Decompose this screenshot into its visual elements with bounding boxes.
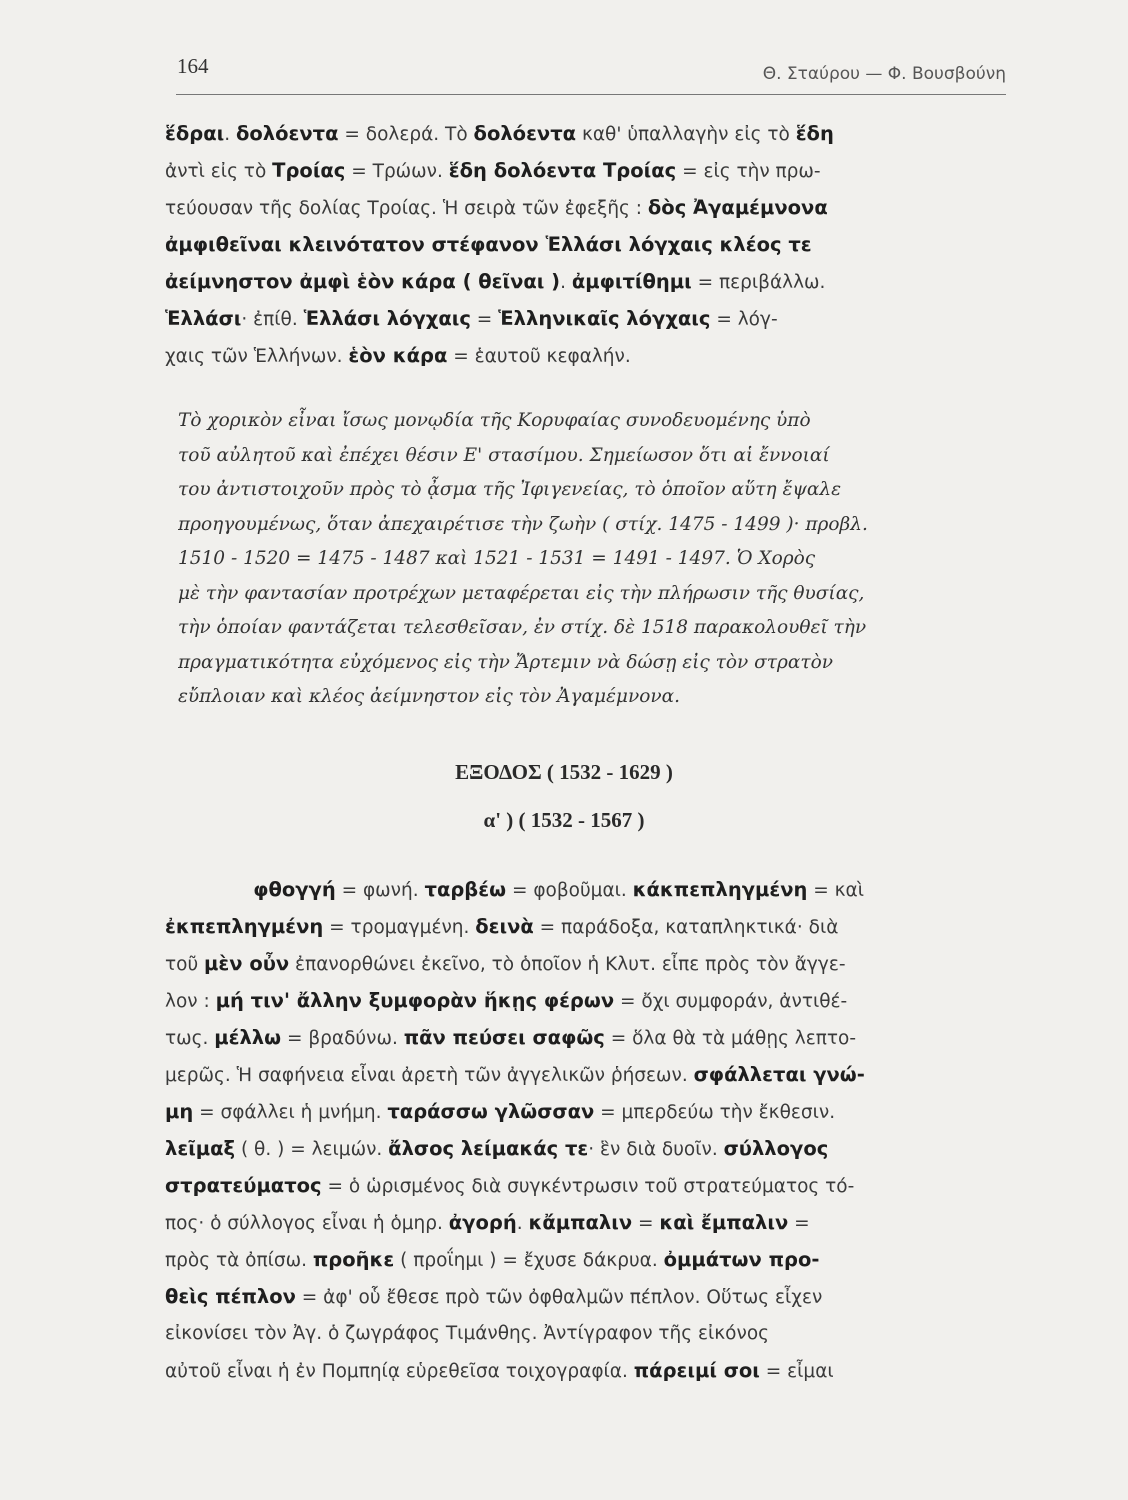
section-title: ΕΞΟΔΟΣ ( 1532 - 1629 ) (455, 760, 673, 784)
section-subtitle: α' ) ( 1532 - 1567 ) (483, 808, 645, 832)
commentary-line: μὲ τὴν φαντασίαν προτρέχων μεταφέρεται εἰς τὴν πλήρωσιν τῆς θυσίας, (178, 582, 865, 604)
notes-bottom-line: λον : μή τιν' ἄλλην ξυμφορὰν ἥκῃς φέρων = ὄχι συμφοράν, ἀντιθέ- (165, 989, 848, 1012)
running-title: Θ. Σταύρου — Φ. Βουσβούνη (762, 64, 1006, 84)
notes-bottom-line: τοῦ μὲν οὖν ἐπανορθώνει ἐκεῖνο, τὸ ὁποῖον ἡ Κλυτ. εἶπε πρὸς τὸν ἄγγε- (165, 952, 846, 975)
commentary-line: τὴν ὁποίαν φαντάζεται τελεσθεῖσαν, ἐν στίχ. δὲ 1518 παρακολουθεῖ τὴν (178, 617, 867, 638)
notes-top-line: Ἑλλάσι· ἐπίθ. Ἑλλάσι λόγχαις = Ἑλληνικαῖς λόγχαις = λόγ- (165, 307, 778, 330)
notes-top-line: ἀμφιθεῖναι κλεινότατον στέφανον Ἑλλάσι λόγχαις κλέος τε (165, 233, 812, 256)
notes-bottom-line: μερῶς. Ἡ σαφήνεια εἶναι ἀρετὴ τῶν ἀγγελικῶν ῥήσεων. σφάλλεται γνώ- (165, 1063, 865, 1086)
notes-top-line: τεύουσαν τῆς δολίας Τροίας. Ἡ σειρὰ τῶν ἐφεξῆς : δὸς Ἀγαμέμνονα (165, 196, 828, 219)
notes-bottom-line: αὐτοῦ εἶναι ἡ ἐν Πομπηίᾳ εὑρεθεῖσα τοιχογραφία. πάρειμί σοι = εἶμαι (165, 1359, 834, 1382)
notes-bottom-line: λεῖμαξ ( θ. ) = λειμών. ἄλσος λείμακάς τε· ἓν διὰ δυοῖν. σύλλογος (165, 1137, 829, 1160)
notes-top-line: ἀντὶ εἰς τὸ Τροίας = Τρώων. ἕδη δολόεντα Τροίας = εἰς τὴν πρω- (165, 159, 821, 182)
page-number: 164 (177, 54, 209, 78)
notes-bottom (165, 871, 991, 1389)
commentary (178, 404, 1008, 715)
notes-bottom-line: θεὶς πέπλον = ἀφ' οὗ ἔθεσε πρὸ τῶν ὀφθαλμῶν πέπλον. Οὕτως εἶχεν (165, 1285, 823, 1308)
notes-top-line: ἀείμνηστον ἀμφὶ ἑὸν κάρα ( θεῖναι ). ἀμφιτίθημι = περιβάλλω. (165, 270, 826, 293)
commentary-line: εὔπλοιαν καὶ κλέος ἀείμνηστον εἰς τὸν Ἀγαμέμνονα. (178, 686, 680, 707)
notes-bottom-line: τως. μέλλω = βραδύνω. πᾶν πεύσει σαφῶς = ὅλα θὰ τὰ μάθῃς λεπτο- (165, 1026, 857, 1049)
commentary-line: του ἀντιστοιχοῦν πρὸς τὸ ᾆσμα τῆς Ἰφιγενείας, τὸ ὁποῖον αὕτη ἔψαλε (178, 479, 842, 500)
notes-top (165, 115, 991, 374)
notes-bottom-line: μη = σφάλλει ἡ μνήμη. ταράσσω γλῶσσαν = μπερδεύω τὴν ἔκθεσιν. (165, 1100, 836, 1123)
notes-bottom-line: φθογγή = φωνή. ταρβέω = φοβοῦμαι. κάκπεπληγμένη = καὶ (253, 878, 864, 901)
notes-bottom-line: πρὸς τὰ ὀπίσω. προῆκε ( προΐημι ) = ἔχυσε δάκρυα. ὀμμάτων προ- (165, 1248, 820, 1271)
notes-bottom-line: πος· ὁ σύλλογος εἶναι ἡ ὁμηρ. ἀγορή. κἄμπαλιν = καὶ ἔμπαλιν = (165, 1211, 810, 1234)
commentary-line: προηγουμένως, ὅταν ἀπεχαιρέτισε τὴν ζωὴν ( στίχ. 1475 - 1499 )· προβλ. (178, 513, 868, 535)
notes-top-line: χαις τῶν Ἑλλήνων. ἑὸν κάρα = ἑαυτοῦ κεφαλήν. (165, 344, 631, 367)
commentary-line: πραγματικότητα εὐχόμενος εἰς τὴν Ἄρτεμιν νὰ δώσῃ εἰς τὸν στρατὸν (178, 651, 833, 673)
notes-bottom-line: εἰκονίσει τὸν Ἀγ. ὁ ζωγράφος Τιμάνθης. Ἀντίγραφον τῆς εἰκόνος (165, 1323, 770, 1344)
header-rule (176, 94, 1006, 95)
notes-bottom-line: στρατεύματος = ὁ ὡρισμένος διὰ συγκέντρωσιν τοῦ στρατεύματος τό- (165, 1174, 855, 1197)
commentary-line: 1510 - 1520 = 1475 - 1487 καὶ 1521 - 1531 = 1491 - 1497. Ὁ Χορὸς (178, 548, 816, 569)
notes-bottom-line: ἐκπεπληγμένη = τρομαγμένη. δεινὰ = παράδοξα, καταπληκτικά· διὰ (165, 915, 839, 938)
commentary-line: τοῦ αὐλητοῦ καὶ ἐπέχει θέσιν Ε' στασίμου. Σημείωσον ὅτι αἱ ἔννοιαί (178, 444, 830, 466)
notes-top-line: ἕδραι. δολόεντα = δολερά. Τὸ δολόεντα καθ' ὑπαλλαγὴν εἰς τὸ ἕδη (165, 122, 834, 145)
commentary-line: Τὸ χορικὸν εἶναι ἴσως μονῳδία τῆς Κορυφαίας συνοδευομένης ὑπὸ (178, 410, 811, 431)
